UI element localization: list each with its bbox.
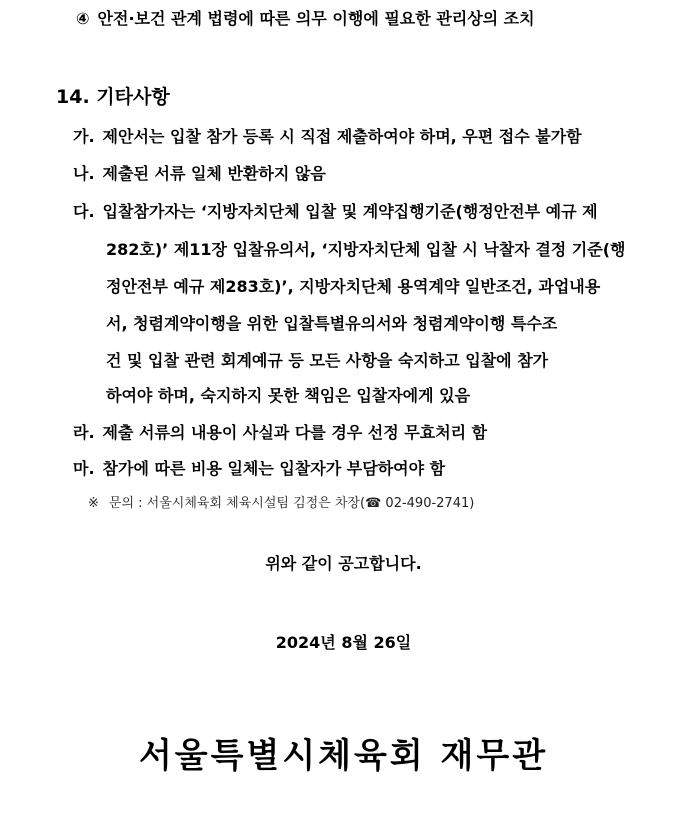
section-item-ma xyxy=(73,459,445,479)
item-text: 제출된 서류 일체 반환하지 않음 xyxy=(102,164,326,183)
contact-phone: 02-490-2741 xyxy=(385,496,470,511)
item-text: 제안서는 입찰 참가 등록 시 직접 제출하여야 하며, 우편 접수 불가함 xyxy=(102,127,582,146)
closing-statement: 위와 같이 공고합니다. xyxy=(265,554,422,573)
clause-item-4 xyxy=(76,9,535,29)
item-text-line: 정안전부 예규 제283호)’, 지방자치단체 용역계약 일반조건, 과업내용 xyxy=(106,277,601,296)
phone-icon: ☎ xyxy=(365,496,382,511)
item-text-line: 282호)’ 제11장 입찰유의서, ‘지방자치단체 입찰 시 낙찰자 결정 기준(행 xyxy=(106,240,626,259)
announcement-date: 2024년 8월 26일 xyxy=(275,633,412,652)
section-title: 14. 기타사항 xyxy=(56,86,170,108)
section-item-da xyxy=(73,202,598,222)
note-symbol: ※ xyxy=(88,496,99,511)
item-marker: 가. xyxy=(73,127,95,146)
section-item-ga xyxy=(73,127,582,147)
contact-suffix: ) xyxy=(469,496,475,511)
issuing-organization: 서울특별시체육회 재무관 xyxy=(138,736,549,776)
section-item-na xyxy=(73,164,326,184)
item-text: 참가에 따른 비용 일체는 입찰자가 부담하여야 함 xyxy=(102,459,446,478)
item-text-line: 하여야 하며, 숙지하지 못한 책임은 입찰자에게 있음 xyxy=(106,386,471,405)
item-text: 제출 서류의 내용이 사실과 다를 경우 선정 무효처리 함 xyxy=(102,423,488,442)
item-marker: 다. xyxy=(73,202,95,221)
section-item-ra xyxy=(73,423,487,443)
clause-text: 안전·보건 관계 법령에 따른 의무 이행에 필요한 관리상의 조치 xyxy=(97,9,535,28)
item-text-line: 건 및 입찰 관련 회계예규 등 모든 사항을 숙지하고 입찰에 참가 xyxy=(106,351,549,370)
contact-note xyxy=(88,495,474,513)
item-text-line: 입찰참가자는 ‘지방자치단체 입찰 및 계약집행기준(행정안전부 예규 제 xyxy=(102,202,598,221)
item-marker: 라. xyxy=(73,423,95,442)
item-marker: 마. xyxy=(73,459,95,478)
contact-prefix: 문의 : 서울시체육회 체육시설팀 김정은 차장( xyxy=(108,496,366,511)
clause-marker: ④ xyxy=(76,9,90,28)
item-text-line: 서, 청렴계약이행을 위한 입찰특별유의서와 청렴계약이행 특수조 xyxy=(106,314,558,333)
item-marker: 나. xyxy=(73,164,95,183)
